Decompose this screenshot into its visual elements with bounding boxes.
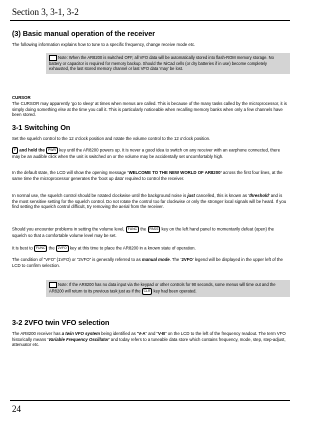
volume-text-1: Should you encounter problems in setting the volume level,: [12, 226, 125, 232]
f-key-icon: F: [14, 148, 17, 152]
func-key-icon: FUNC: [127, 227, 138, 231]
default-state-text: In the default state, the LCD will show the opening message: [12, 170, 128, 175]
volume-text-3: key on the left hand panel to momentarily defeat (open) the squelch so that a comfortable volume level may be set.: [12, 226, 275, 238]
heading-switching-on: 3-1 Switching On: [12, 123, 71, 132]
cursor-paragraph: The CURSOR may apparently ‘go to sleep’ at times when menus are called. This is because of the many tasks called by the microprocessor, it is simply doing something else at the time you call it. This is particularly noticeable when recalling memory banks when only a few channels have been stored.: [12, 101, 287, 118]
squelch-text-2: cancelled, this is known as ‘: [194, 193, 250, 198]
footer-rule: [10, 400, 290, 401]
page-number: 24: [12, 404, 21, 414]
heading-twin-vfo: 3-2 2VFO twin VFO selection: [12, 318, 110, 327]
welcome-message: ‘WELCOME TO THE NEW WORLD OF AR8200’: [127, 170, 222, 175]
section-header: Section 3, 3-1, 3-2: [12, 7, 79, 17]
volume-paragraph: [12, 226, 288, 239]
twovfo-legend: 2VFO: [181, 257, 193, 262]
squelch-emph-just: just: [187, 193, 195, 198]
manual-mode-paragraph: [12, 257, 288, 268]
switching-on-paragraph-1: Set the squelch control to the 12 o’clock position and rotate the volume control to the 12 o’clock position.: [12, 136, 211, 141]
cursor-title: CURSOR: [12, 95, 31, 100]
note-timeout: [46, 280, 290, 297]
squelch-text-1: In normal use, the squelch control should be rotated clockwise until the background noise is: [12, 193, 188, 198]
twin-emph: a twin VFO system: [61, 331, 100, 336]
power-key-icon: PWR: [48, 148, 56, 152]
press-and-hold-text: and hold the: [19, 147, 45, 153]
note2-text-b: key had been operated.: [153, 288, 197, 294]
volume-text-2: the: [140, 226, 147, 232]
twin-text-4: ” on the LCD to the left of the frequency readout. The term VFO historically means ‘: [12, 331, 286, 342]
note2-text: Note: If the AR8200 has no data input via the keypad or other controls for 90 seconds, some menus will time out and the AR8200 will return to its previous task just as if the: [49, 282, 276, 294]
note-vfo-storage: [46, 53, 290, 74]
default-state-paragraph: [12, 170, 288, 181]
twin-vfo-paragraph: [12, 331, 288, 348]
twin-text-3: ” and “: [145, 331, 158, 336]
power-up-text: key until the AR8200 powers up. It is never a good idea to switch on any receiver with an earphone connected, there may be an audible click when the unit is switched on or the volume may be accidentally set uncomfortably high.: [12, 147, 281, 159]
vfo-definition: Variable Frequency Oscillator: [48, 336, 109, 342]
known-state-text-1: It is best to: [12, 245, 33, 251]
clear-key-icon: CLR: [143, 289, 151, 293]
header-rule: [10, 20, 290, 21]
known-state-text-2: the: [48, 245, 55, 251]
manual-text-1: The condition of “VFO” (1VFO) or “2VFO” is generally referred to as: [12, 257, 142, 262]
func-key-icon-2: FUNC: [35, 246, 46, 250]
intro-paragraph: The following information explains how to tune to a specific frequency, change receive mode etc.: [12, 42, 196, 47]
switching-on-paragraph-2: [12, 147, 288, 160]
squelch-emph-threshold: threshold: [249, 193, 269, 198]
twin-text-2: being identified as “: [99, 331, 139, 336]
vb-label: V-B: [157, 331, 166, 336]
twin-text-5: ’ and today refers to a tuneable data store which contains frequency, mode, step, step-adjust, attenuator etc.: [12, 336, 286, 348]
known-state-text-3: key at this time to place the AR8200 in a known state of operation.: [69, 245, 196, 251]
pass-key-icon: PASS: [149, 227, 159, 231]
manual-text-3: ’ legend will be displayed in the upper left of the LCD to confirm selection.: [12, 257, 283, 268]
boot-up-text: across the first four lines, at the same time the microprocessor generates the ‘boot up data’ required to control the receiver.: [12, 170, 283, 181]
va-label: V-A: [138, 331, 146, 336]
note-text: Note: When the AR8200 is switched OFF, all VFO data will be automatically stored into flash-ROM memory storage. No battery or capacitor is required for memory backup. Should the NiCad cells (or dry batteries if in use) become completely exhausted, the last stored memory channel or last VFO data ‘may’ be lost.: [49, 55, 274, 72]
note-icon-2: [49, 282, 57, 288]
twovfo-key-icon: 2VFO: [57, 246, 67, 250]
squelch-paragraph: [12, 193, 288, 210]
known-state-paragraph: [12, 245, 288, 252]
manual-text-2: . The ‘: [169, 257, 182, 262]
manual-mode-emph: manual mode: [141, 257, 170, 262]
squelch-text-3: ’ and is the most sensitive setting for the squelch control. Do not rotate the control too far clockwise or only the stronger local signals will be heard. If you find setting the squelch control difficult, try removing the aerial from the receiver.: [12, 193, 287, 210]
twin-text-1: The AR8200 receiver has: [12, 331, 62, 336]
heading-basic-operation: (3) Basic manual operation of the receiver: [12, 29, 155, 38]
